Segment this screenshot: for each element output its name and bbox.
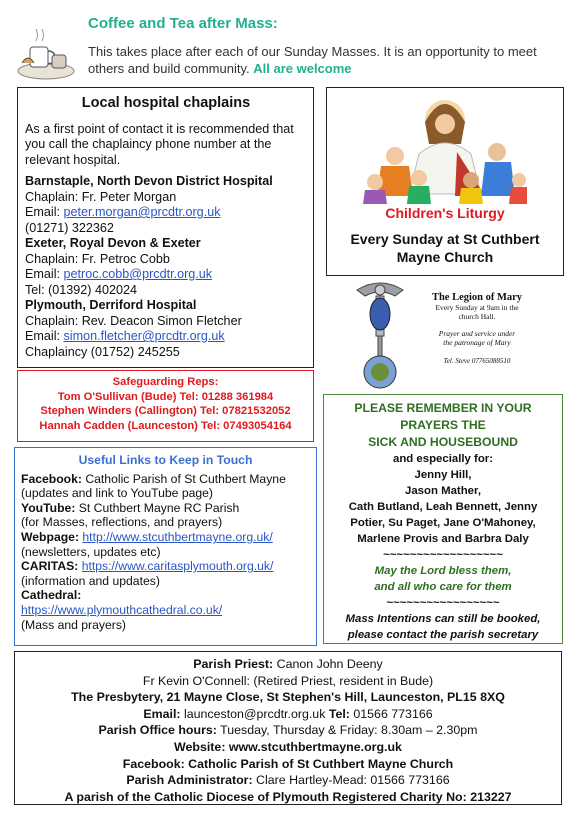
- admin-name: Clare Hartley-Mead: 01566 773166: [252, 773, 450, 788]
- email-label: Email:: [143, 706, 181, 721]
- safeguarding-box: [17, 370, 314, 442]
- remember-heading: PRAYERS THE: [400, 418, 486, 432]
- tilde-separator: ~~~~~~~~~~~~~~~~~: [386, 597, 500, 609]
- caritas-row: [21, 559, 310, 574]
- tilde-separator: ~~~~~~~~~~~~~~~~~~: [383, 549, 503, 561]
- webpage-row: [21, 530, 310, 545]
- legion-prayer-line: the patronage of Mary: [443, 338, 511, 347]
- parish-priest-row: [15, 656, 561, 673]
- schedule-line: Every Sunday at St Cuthbert: [350, 231, 540, 247]
- chaplain-phone: (01271) 322362: [25, 220, 114, 235]
- coffee-cups-icon: [14, 27, 78, 83]
- remember-names: Potier, Su Paget, Jane O'Mahoney,: [350, 517, 536, 529]
- chaplain-email-row: [25, 267, 307, 283]
- remember-heading: SICK AND HOUSEBOUND: [368, 435, 518, 449]
- office-hours-row: [15, 722, 561, 739]
- remember-names: Jenny Hill,: [414, 469, 472, 481]
- legion-line: Every Sunday at 9am in the: [435, 303, 519, 312]
- priest-name: Canon John Deeny: [273, 657, 383, 671]
- legion-prayer-line: Prayer and service under: [438, 329, 516, 338]
- chaplain-email-link[interactable]: peter.morgan@prcdtr.org.uk: [63, 205, 221, 219]
- webpage-note: (newsletters, updates etc): [21, 544, 161, 559]
- legion-of-mary-notice: [412, 292, 542, 365]
- blessing-line: May the Lord bless them,: [374, 565, 512, 577]
- cathedral-link[interactable]: https://www.plymouthcathedral.co.uk/: [21, 602, 223, 617]
- chaplain-phone: Chaplaincy (01752) 245255: [25, 344, 180, 359]
- youtube-label: YouTube:: [21, 500, 76, 515]
- presbytery-address: The Presbytery, 21 Mayne Close, St Stephen's Hill, Launceston, PL15 8XQ: [71, 690, 505, 705]
- safeguarding-rep: Tom O'Sullivan (Bude) Tel: 01288 361984: [57, 390, 274, 403]
- childrens-liturgy-schedule: [327, 230, 563, 266]
- coffee-text: [88, 43, 568, 77]
- remember-names: Jason Mather,: [405, 485, 481, 497]
- chaplain-email-link[interactable]: simon.fletcher@prcdtr.org.uk: [63, 329, 225, 343]
- all-welcome: All are welcome: [253, 61, 352, 76]
- cathedral-label: Cathedral:: [21, 588, 82, 603]
- schedule-line: Mayne Church: [396, 249, 494, 265]
- caritas-label: CARITAS:: [21, 559, 79, 574]
- chaplain-name: Chaplain: Fr. Petroc Cobb: [25, 251, 170, 266]
- childrens-liturgy-box: [326, 87, 564, 276]
- prayer-remember-box: [323, 394, 563, 644]
- safeguarding-rep: Hannah Cadden (Launceston) Tel: 07493054164: [39, 419, 292, 432]
- chaplains-intro: As a first point of contact it is recommended that you call the chaplaincy phone number at the relevant hospital.: [25, 121, 294, 167]
- facebook-row: [21, 472, 310, 487]
- legion-title: The Legion of Mary: [431, 292, 523, 303]
- hospital-chaplains-box: [17, 87, 314, 368]
- parish-facebook: Facebook: Catholic Parish of St Cuthbert Mayne Church: [122, 756, 454, 771]
- remember-names: Marlene Provis and Barbra Daly: [357, 533, 529, 545]
- mass-intentions-line: please contact the parish secretary: [347, 629, 539, 641]
- caritas-note: (information and updates): [21, 573, 160, 588]
- cathedral-row: [21, 603, 310, 618]
- mass-intentions-line: Mass Intentions can still be booked,: [345, 613, 541, 625]
- legion-prayer: [412, 329, 542, 347]
- childrens-liturgy-title: Children's Liturgy: [385, 205, 505, 221]
- safeguarding-title: Safeguarding Reps:: [112, 376, 219, 388]
- chaplains-title: Local hospital chaplains: [81, 95, 251, 111]
- coffee-body: This takes place after each of our Sunday Masses. It is an opportunity to meet others and build community.: [88, 44, 537, 76]
- coffee-title: Coffee and Tea after Mass:: [88, 15, 278, 32]
- facebook-text: Catholic Parish of St Cuthbert Mayne: [81, 471, 286, 486]
- facebook-note: (updates and link to YouTube page): [21, 486, 213, 501]
- remember-heading: PLEASE REMEMBER IN YOUR: [354, 401, 532, 415]
- parish-website: Website: www.stcuthbertmayne.org.uk: [174, 739, 402, 754]
- cathedral-note: (Mass and prayers): [21, 617, 126, 632]
- assistant-priest: Fr Kevin O'Connell: (Retired Priest, resident in Bude): [142, 673, 434, 688]
- safeguarding-rep: Stephen Winders (Callington) Tel: 07821532052: [40, 405, 291, 417]
- useful-links-box: [14, 447, 317, 646]
- facebook-label: Facebook:: [21, 471, 82, 486]
- hours-label: Parish Office hours:: [98, 723, 217, 738]
- chaplain-name: Chaplain: Rev. Deacon Simon Fletcher: [25, 313, 242, 328]
- remember-especially: and especially for:: [392, 453, 494, 465]
- hospital-name: Exeter, Royal Devon & Exeter: [25, 236, 201, 250]
- caritas-link[interactable]: https://www.caritasplymouth.org.uk/: [81, 559, 274, 574]
- youtube-row: [21, 501, 310, 516]
- youtube-text: St Cuthbert Mayne RC Parish: [75, 500, 240, 515]
- chaplain-phone: Tel: (01392) 402024: [25, 282, 138, 297]
- parish-email: launceston@prcdtr.org.uk: [180, 706, 329, 721]
- chaplain-email-row: [25, 205, 307, 221]
- parish-info-box: [14, 651, 562, 805]
- email-label: Email:: [25, 267, 64, 281]
- legion-line: church Hall.: [458, 312, 496, 321]
- hospital-name: Barnstaple, North Devon District Hospital: [25, 174, 273, 188]
- remember-names: Cath Butland, Leah Bennett, Jenny: [348, 501, 538, 513]
- email-label: Email:: [25, 205, 64, 219]
- administrator-row: [15, 772, 561, 789]
- priest-label: Parish Priest:: [193, 657, 274, 671]
- youtube-note: (for Masses, reflections, and prayers): [21, 515, 223, 530]
- webpage-link[interactable]: http://www.stcuthbertmayne.org.uk/: [82, 529, 273, 544]
- links-title: Useful Links to Keep in Touch: [78, 453, 253, 467]
- chaplain-name: Chaplain: Fr. Peter Morgan: [25, 189, 177, 204]
- chaplain-email-row: [25, 329, 307, 345]
- admin-label: Parish Administrator:: [126, 773, 253, 788]
- legion-of-mary-emblem-icon: [355, 280, 405, 392]
- legion-tel: Tel. Steve 07765088510: [443, 357, 511, 365]
- blessing-line: and all who care for them: [374, 581, 512, 593]
- hospital-name: Plymouth, Derriford Hospital: [25, 298, 197, 312]
- parish-tel: 01566 773166: [349, 706, 433, 721]
- chaplain-email-link[interactable]: petroc.cobb@prcdtr.org.uk: [63, 267, 213, 281]
- office-hours: Tuesday, Thursday & Friday: 8.30am – 2.30pm: [216, 723, 478, 738]
- webpage-label: Webpage:: [21, 529, 80, 544]
- email-label: Email:: [25, 329, 64, 343]
- contact-row: [15, 706, 561, 723]
- jesus-with-children-illustration: [361, 94, 529, 206]
- tel-label: Tel:: [328, 706, 350, 721]
- charity-line: A parish of the Catholic Diocese of Plymouth Registered Charity No: 213227: [64, 789, 512, 804]
